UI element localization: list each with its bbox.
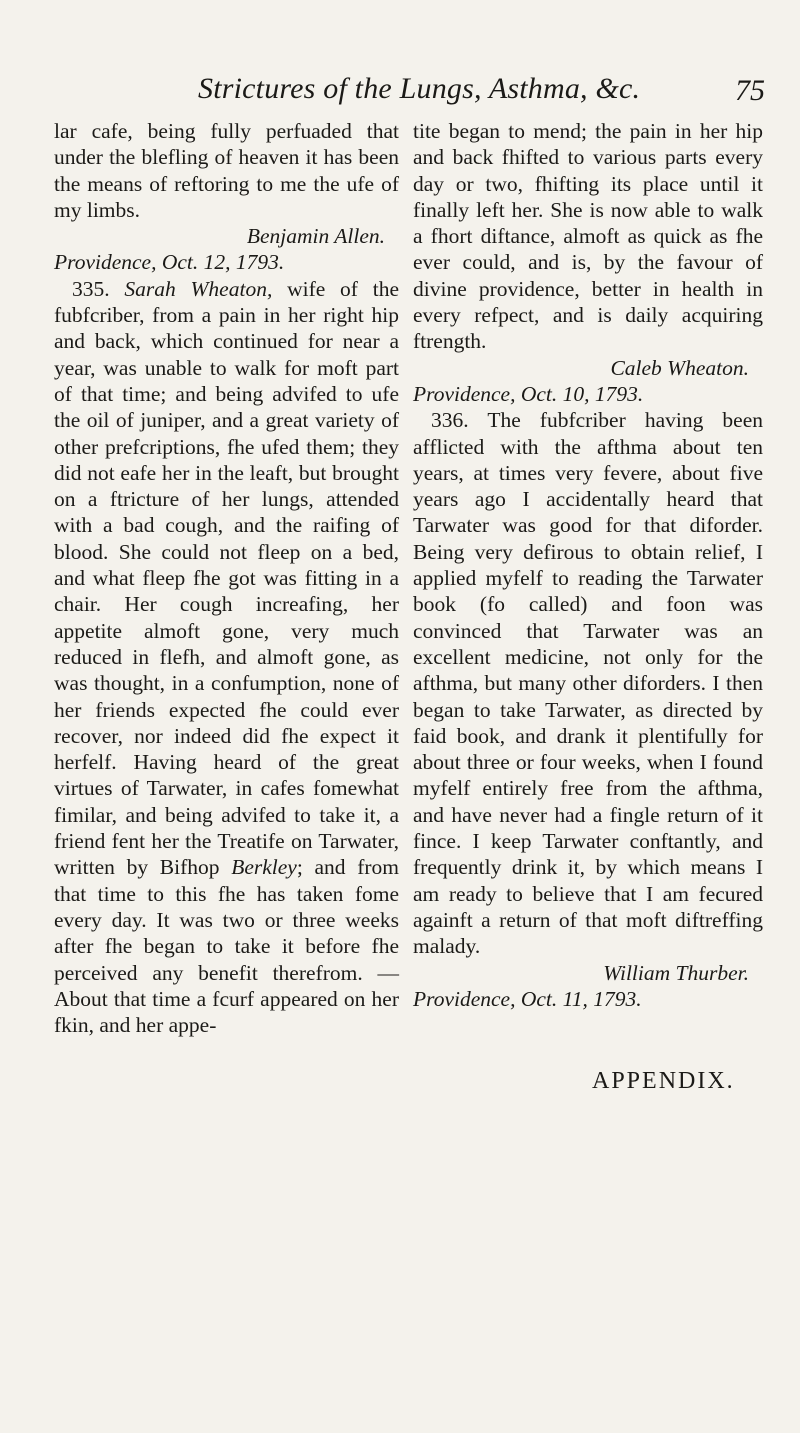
running-title: Strictures of the Lungs, Asthma, &c. <box>198 72 641 105</box>
signature-caleb-wheaton: Caleb Wheaton. <box>610 355 749 380</box>
left-column <box>54 118 399 1038</box>
entry-name: Sarah Wheaton, <box>124 276 273 301</box>
entry-body: The fubfcriber having been afflicted with the afthma about ten years, at times very fevere, about five years ago I accidentally heard that Tarwater was good for that diforder. Being very defirous to obtain relief, I applied myfelf to reading the Tarwater book (fo called) and foon was convinced that Tarwater was an excellent medicine, not only for the afthma, but many other diforders. I then began to take Tarwater, as directed by faid book, and drank it plentifully for about three or four weeks, when I found myfelf entirely free from the afthma, and have never had a fingle return of it fince. I keep Tarwater conftantly, and frequently drink it, by which means I am ready to believe that I am fecured againft a return of that moft diftreffing malady. <box>413 408 763 959</box>
entry-number: 335. <box>72 276 110 301</box>
entry-body: wife of the fubfcriber, from a pain in her right hip and back, which continued for near a year, was unable to walk for moft part of that time; and being advifed to ufe the oil of juniper, and a great variety of other prefcriptions, fhe ufed them; they did not eafe her in the leaft, but brought on a ftricture of her lungs, attended with a bad cough, and the raifing of blood. She could not fleep on a bed, and what fleep fhe got was fitting in a chair. Her cough increafing, her appetite almoft gone, very much reduced in flefh, and almoft gone, as was thought, in a confumption, none of her friends expected fhe could ever recover, nor indeed did fhe expect it herfelf. Having heard of the great virtues of Tarwater, in cafes fomewhat fimilar, and being advifed to take it, a friend fent her the Treatife on Tarwater, written by Bifhop <box>54 276 399 880</box>
entry-body-end: ; and from that time to this fhe has taken fome every day. It was two or three weeks after fhe began to take it before fhe perceived any benefit therefrom. —About that time a fcurf appeared on her fkin, and her appe- <box>54 855 400 1038</box>
dateline: Providence, Oct. 10, 1793. <box>413 381 644 406</box>
signature-william-thurber: William Thurber. <box>603 960 749 985</box>
entry-number: 336. <box>431 408 469 433</box>
page-number: 75 <box>735 74 765 107</box>
signature-benjamin-allen: Benjamin Allen. <box>246 224 385 249</box>
paragraph-continuation: lar cafe, being fully perfuaded that under the blefling of heaven it has been the means of reftoring to me the ufe of my limbs. <box>54 119 399 222</box>
paragraph-continuation: tite began to mend; the pain in her hip and back fhifted to various parts every day or two, fhifting its place until it finally left her. She is now able to walk a fhort diftance, almoft as quick as fhe ever could, and is, by the favour of divine providence, better in health in every refpect, and is daily acquiring ftrength. <box>413 119 763 354</box>
page-header <box>0 72 800 112</box>
entry-335 <box>54 276 399 1039</box>
right-column <box>413 118 763 1012</box>
dateline: Providence, Oct. 12, 1793. <box>54 250 285 275</box>
appendix-heading: APPENDIX. <box>592 1068 735 1094</box>
author-name: Berkley <box>231 855 297 880</box>
entry-336 <box>413 407 763 959</box>
dateline: Providence, Oct. 11, 1793. <box>413 986 642 1011</box>
